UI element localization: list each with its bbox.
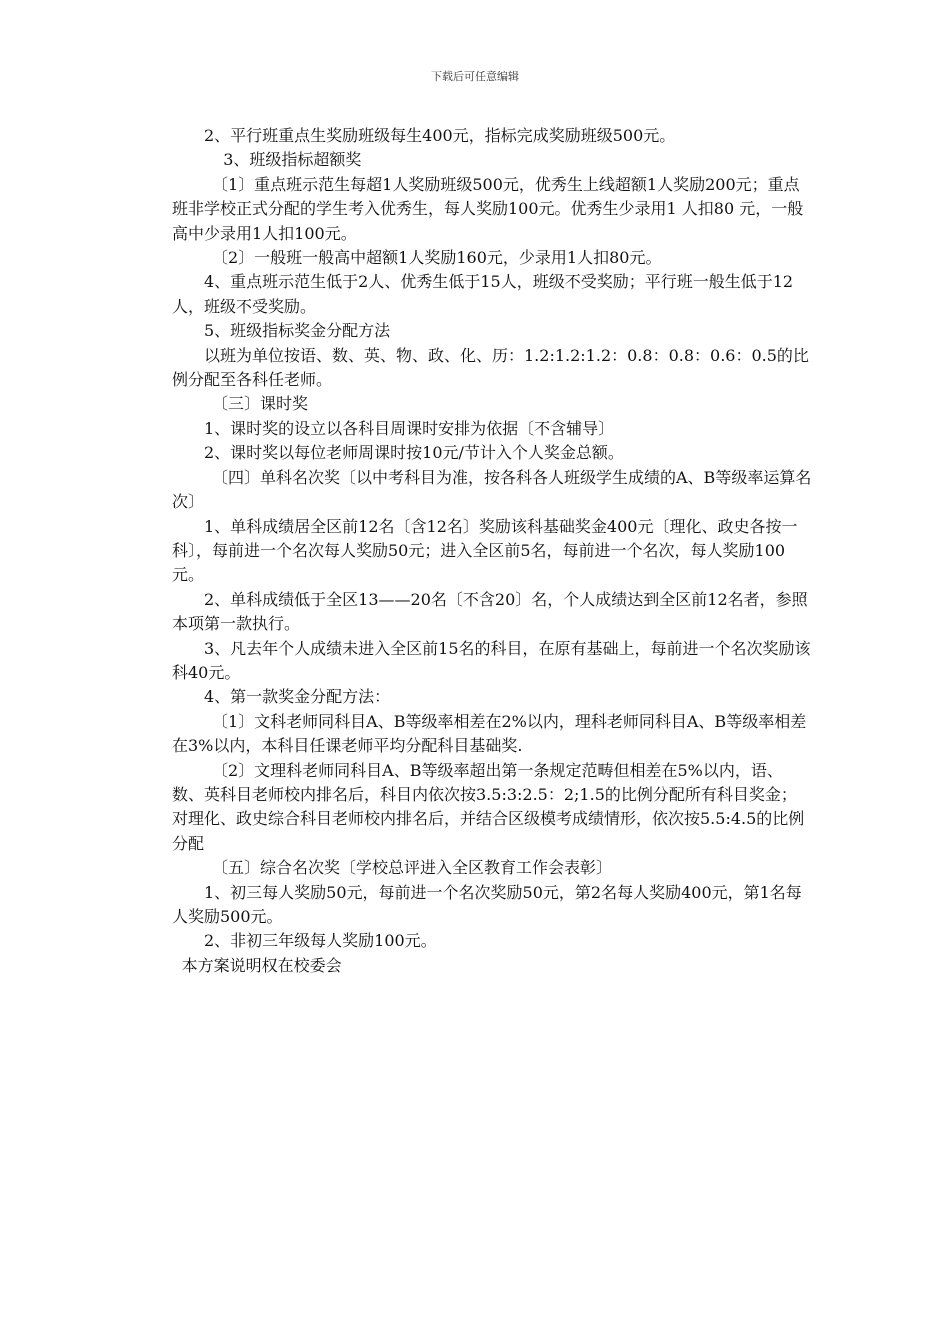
- paragraph-19: 1、初三每人奖励50元，每前进一个名次奖励50元，第2名每人奖励400元，第1名每人奖励500元。: [172, 882, 802, 926]
- page-header-note: 下载后可任意编辑: [431, 70, 519, 83]
- paragraph-14: 3、凡去年个人成绩未进入全区前15名的科目，在原有基础上，每前进一个名次奖励该科40元。: [172, 638, 811, 682]
- paragraph-7: 以班为单位按语、数、英、物、政、化、历：1.2:1.2:1.2：0.8：0.8：0.6：0.5的比例分配至各科任老师。: [172, 345, 809, 390]
- paragraph-15: 4、第一款奖金分配方法：: [204, 687, 391, 707]
- paragraph-13: 2、单科成绩低于全区13——20名〔不含20〕名，个人成绩达到全区前12名者，参照本项第一款执行。: [172, 589, 808, 634]
- paragraph-11: 〔四〕单科名次奖〔以中考科目为准，按各科各人班级学生成绩的A、B等级率运算名次〕: [172, 467, 812, 512]
- paragraph-17: 〔2〕文理科老师同科目A、B等级率超出第一条规定范畴但相差在5%以内，语、数、英科目老师校内排名后，科目内依次按3.5:3:2.5：2;1.5的比例分配所有科目奖金；对理化、政史综合科目老师校内排名后，并结合区级模考成绩情形，依次按5.5:4.5的比例分配: [172, 760, 805, 853]
- paragraph-20: 2、非初三年级每人奖励100元。: [204, 931, 437, 951]
- paragraph-21: 本方案说明权在校委会: [181, 955, 342, 975]
- document-body: [172, 124, 812, 978]
- paragraph-2: 3、班级指标超额奖: [223, 150, 362, 170]
- paragraph-18: 〔五〕综合名次奖〔学校总评进入全区教育工作会表彰〕: [212, 858, 613, 878]
- paragraph-5: 4、重点班示范生低于2人、优秀生低于15人，班级不受奖励；平行班一般生低于12人，班级不受奖励。: [172, 272, 794, 316]
- paragraph-12: 1、单科成绩居全区前12名〔含12名〕奖励该科基础奖金400元〔理化、政史各按一科〕，每前进一个名次每人奖励50元；进入全区前5名，每前进一个名次，每人奖励100元。: [172, 516, 798, 585]
- paragraph-9: 1、课时奖的设立以各科目周课时安排为依据〔不含辅导〕: [204, 418, 615, 438]
- paragraph-4: 〔2〕一般班一般高中超额1人奖励160元，少录用1人扣80元。: [212, 248, 662, 268]
- paragraph-10: 2、课时奖以每位老师周课时按10元/节计入个人奖金总额。: [204, 443, 624, 463]
- paragraph-8: 〔三〕课时奖: [212, 394, 309, 414]
- paragraph-3: 〔1〕重点班示范生每超1人奖励班级500元，优秀生上线超额1人奖励200元；重点班非学校正式分配的学生考入优秀生，每人奖励100元。优秀生少录用1 人扣80 元，一般高中少录用1人扣100元。: [172, 174, 804, 243]
- paragraph-1: 2、平行班重点生奖励班级每生400元，指标完成奖励班级500元。: [204, 126, 676, 145]
- paragraph-16: 〔1〕文科老师同科目A、B等级率相差在2%以内，理科老师同科目A、B等级率相差在3%以内，本科目任课老师平均分配科目基础奖.: [172, 711, 807, 756]
- paragraph-6: 5、班级指标奖金分配方法: [204, 321, 391, 341]
